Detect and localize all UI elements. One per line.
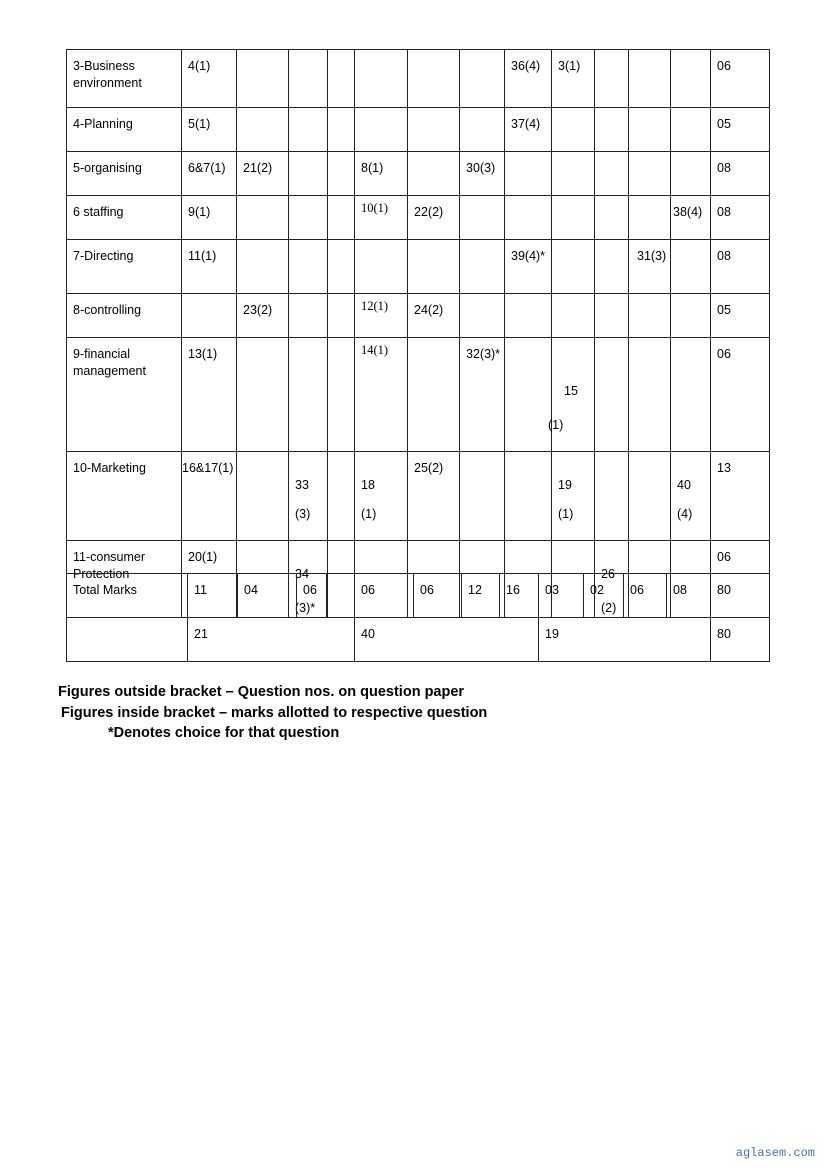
cell: 11(1) (182, 240, 237, 294)
table-row (67, 196, 770, 240)
cell (328, 240, 355, 294)
total-marks-label: Total Marks (67, 574, 188, 618)
cell (289, 152, 328, 196)
cell: 38(4) (671, 196, 711, 240)
unit-label: 10-Marketing (67, 452, 182, 541)
cell (595, 50, 629, 108)
cell: 14(1) (355, 338, 408, 452)
cell: 36(4) (505, 50, 552, 108)
unit-label: 3-Business environment (67, 50, 182, 108)
note-inside-bracket: Figures inside bracket – marks allotted to respective question (61, 705, 488, 721)
total-value (327, 574, 355, 618)
unit-label: 8-controlling (67, 294, 182, 338)
unit-label: 4-Planning (67, 108, 182, 152)
cell (671, 152, 711, 196)
total-value: 02 (584, 574, 624, 618)
cell: 8(1) (355, 152, 408, 196)
question-number: 33 (295, 478, 309, 492)
blueprint-table (66, 49, 770, 618)
cell: 5(1) (182, 108, 237, 152)
table-row (67, 240, 770, 294)
grand-total: 80 (711, 618, 770, 662)
row-total: 06 (711, 50, 770, 108)
cell (328, 196, 355, 240)
total-marks-table (66, 573, 770, 662)
question-number: 19 (558, 478, 572, 492)
total-value: 06 (414, 574, 462, 618)
unit-label: 9-financial management (67, 338, 182, 452)
note-outside-bracket: Figures outside bracket – Question nos. on question paper (58, 684, 465, 700)
cell: 32(3)* (460, 338, 505, 452)
cell (328, 50, 355, 108)
question-number: 15 (564, 384, 578, 398)
table-row (67, 152, 770, 196)
cell (629, 50, 671, 108)
cell (408, 108, 460, 152)
cell (289, 294, 328, 338)
cell (289, 108, 328, 152)
table-row (67, 108, 770, 152)
cell (552, 294, 595, 338)
cell (328, 452, 355, 541)
cell (460, 240, 505, 294)
watermark[interactable]: aglasem.com (735, 1146, 815, 1160)
cell (408, 338, 460, 452)
cell: 20(1) (182, 541, 237, 618)
cell: 23(2) (237, 294, 289, 338)
cell (328, 152, 355, 196)
cell (505, 152, 552, 196)
empty-cell (67, 618, 188, 662)
cell (289, 240, 328, 294)
unit-label: 5-organising (67, 152, 182, 196)
question-marks: (4) (677, 507, 693, 521)
question-marks: (3) (295, 507, 311, 521)
total-value: 06 (355, 574, 414, 618)
cell (505, 452, 552, 541)
cell: 22(2) (408, 196, 460, 240)
cell (289, 50, 328, 108)
cell: 12(1) (355, 294, 408, 338)
cell: 13(1) (182, 338, 237, 452)
total-value: 11 (188, 574, 238, 618)
row-total: 05 (711, 108, 770, 152)
cell: 21(2) (237, 152, 289, 196)
cell (671, 108, 711, 152)
total-value: 16 (500, 574, 539, 618)
cell (237, 452, 289, 541)
cell (182, 294, 237, 338)
table-row (67, 574, 770, 618)
unit-label: 6 staffing (67, 196, 182, 240)
question-marks: (3)* (295, 601, 316, 615)
cell (595, 108, 629, 152)
cell (237, 196, 289, 240)
cell (328, 108, 355, 152)
cell (629, 452, 671, 541)
cell (595, 152, 629, 196)
table-row (67, 618, 770, 662)
group-total: 19 (539, 618, 711, 662)
cell (595, 240, 629, 294)
cell (237, 50, 289, 108)
cell (671, 452, 711, 541)
table-row (67, 452, 770, 541)
total-value: 06 (297, 574, 327, 618)
cell (289, 338, 328, 452)
group-total: 21 (188, 618, 355, 662)
cell (237, 240, 289, 294)
table-row (67, 50, 770, 108)
cell (355, 240, 408, 294)
group-total: 40 (355, 618, 539, 662)
cell (671, 294, 711, 338)
cell (355, 108, 408, 152)
cell (552, 152, 595, 196)
total-value: 04 (238, 574, 297, 618)
cell: 4(1) (182, 50, 237, 108)
row-total: 06 (711, 338, 770, 452)
cell (505, 196, 552, 240)
cell (671, 50, 711, 108)
cell (505, 338, 552, 452)
total-value: 12 (462, 574, 500, 618)
cell: 6&7(1) (182, 152, 237, 196)
cell: 24(2) (408, 294, 460, 338)
question-number: 34 (295, 567, 309, 581)
cell (328, 294, 355, 338)
cell (355, 50, 408, 108)
cell (629, 338, 671, 452)
cell: 31(3) (629, 240, 671, 294)
cell (408, 152, 460, 196)
question-marks: (1) (548, 418, 564, 432)
row-total: 08 (711, 152, 770, 196)
cell (548, 338, 595, 452)
note-choice: *Denotes choice for that question (108, 725, 340, 741)
cell: 39(4)* (505, 240, 552, 294)
cell (460, 452, 505, 541)
cell (671, 240, 711, 294)
question-number: 40 (677, 478, 691, 492)
table-row (67, 338, 770, 452)
cell (629, 294, 671, 338)
cell: 30(3) (460, 152, 505, 196)
cell (552, 452, 595, 541)
cell: 16&17(1) (182, 452, 237, 541)
grand-total: 80 (711, 574, 770, 618)
total-value: 08 (667, 574, 711, 618)
cell (460, 50, 505, 108)
question-marks: (1) (361, 507, 377, 521)
cell (460, 108, 505, 152)
row-total: 13 (711, 452, 770, 541)
total-value: 06 (624, 574, 667, 618)
cell (460, 294, 505, 338)
cell: 3(1) (552, 50, 595, 108)
cell (595, 452, 629, 541)
cell (328, 338, 355, 452)
cell (595, 338, 629, 452)
table-row (67, 294, 770, 338)
cell (629, 108, 671, 152)
cell (408, 50, 460, 108)
row-total: 06 (711, 541, 770, 618)
cell (505, 294, 552, 338)
question-marks: (2) (601, 601, 617, 615)
cell (408, 240, 460, 294)
question-number: 18 (361, 478, 375, 492)
row-total: 05 (711, 294, 770, 338)
unit-label: 7-Directing (67, 240, 182, 294)
cell: 25(2) (408, 452, 460, 541)
cell: 10(1) (355, 196, 408, 240)
cell (460, 196, 505, 240)
cell (237, 338, 289, 452)
row-total: 08 (711, 240, 770, 294)
cell (629, 152, 671, 196)
cell (289, 452, 328, 541)
cell: 37(4) (505, 108, 552, 152)
total-value: 03 (539, 574, 584, 618)
cell (237, 108, 289, 152)
row-total: 08 (711, 196, 770, 240)
cell (629, 196, 671, 240)
question-number: 26 (601, 567, 615, 581)
cell (595, 294, 629, 338)
question-marks: (1) (558, 507, 574, 521)
cell (595, 196, 629, 240)
cell (552, 196, 595, 240)
unit-label: 11-consumer Protection (67, 541, 182, 618)
cell (552, 240, 595, 294)
cell (552, 108, 595, 152)
cell (355, 452, 408, 541)
cell (671, 338, 711, 452)
cell (289, 196, 328, 240)
cell: 9(1) (182, 196, 237, 240)
